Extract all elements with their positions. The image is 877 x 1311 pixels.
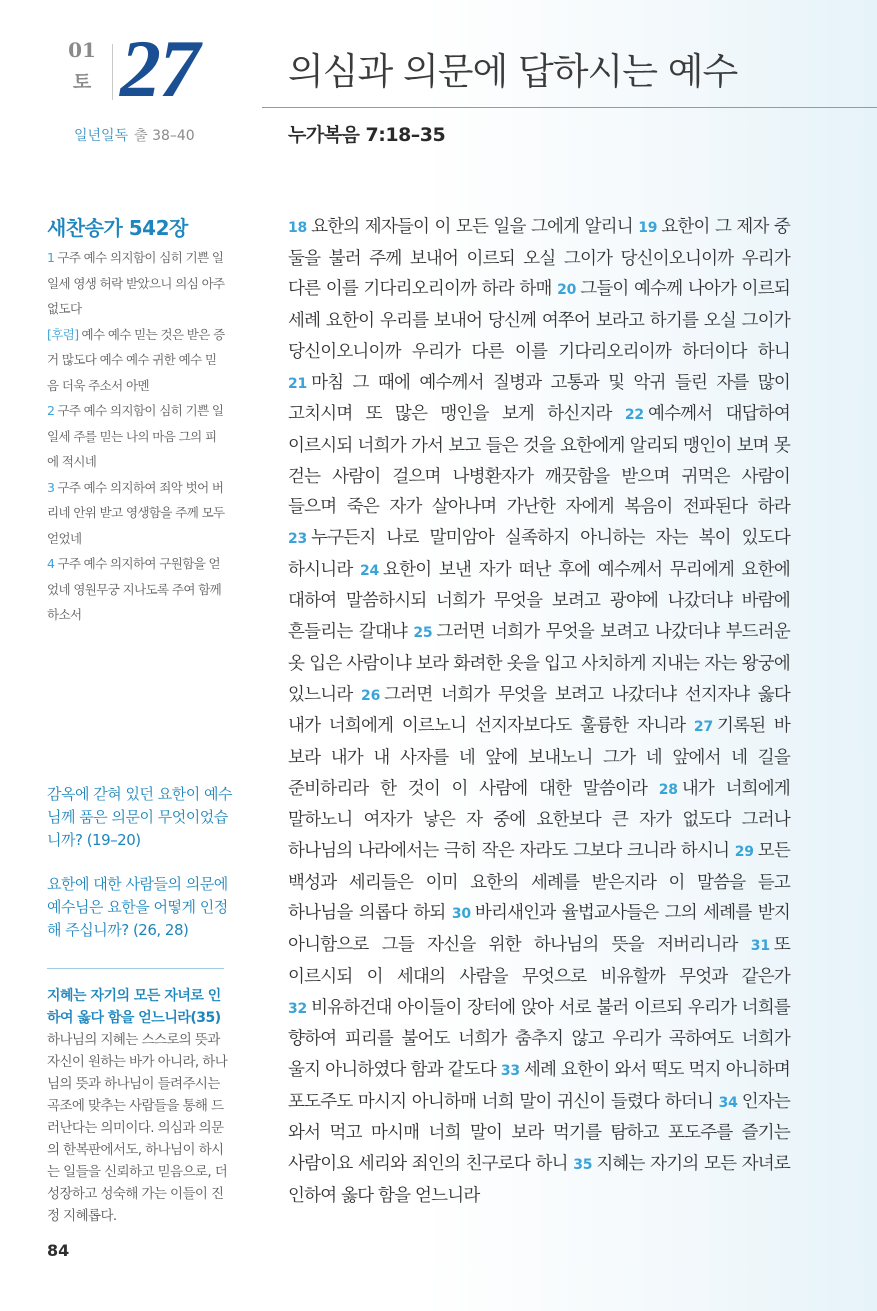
verse-number: 27: [693, 719, 713, 736]
yearly-reading-label: 일년일독: [74, 128, 129, 144]
hymn-verse: [47, 322, 227, 399]
hymn-verse-number: 2: [47, 403, 55, 418]
hymn-title: 새찬송가 542장: [47, 216, 188, 240]
verse-text: 기록된 바 보라 내가 내 사자를 네 앞에 보내노니 그가 네 앞에서 네 길을 준비하리라 한 것이 이 사람에 대한 말씀이라: [288, 716, 791, 799]
verse-text: 모든 백성과 세리들은 이미 요한의 세례를 받은지라 이 말씀을 듣고 하나님을 의롭다 하되: [288, 841, 790, 924]
verse-number: 34: [718, 1094, 738, 1111]
verse-text: 요한이 보낸 자가 떠난 후에 예수께서 무리에게 요한에 대하여 말씀하시되 너희가 무엇을 보려고 광야에 나갔더냐 바람에 흔들리는 갈대냐: [288, 559, 790, 643]
verse-number: 20: [557, 282, 577, 299]
question-2: 요한에 대한 사람들의 의문에 예수님은 요한을 어떻게 인정해 주십니까? (26, 28): [47, 875, 228, 939]
hymn-verse: [47, 398, 227, 475]
verse-text: 내가 너희에게 말하노니 여자가 낳은 자 중에 요한보다 큰 자가 없도다 그러나 하나님의 나라에서는 극히 작은 자라도 그보다 크니라 하시니: [288, 778, 790, 862]
yearly-reading-ref: 출 38–40: [134, 128, 195, 144]
hymn-verse-number: 1: [47, 250, 55, 265]
title-rule: [262, 107, 877, 108]
sidebar-divider: [47, 968, 224, 969]
verse-text: 그러면 너희가 무엇을 보려고 나갔더냐 선지자냐 옳다 내가 너희에게 이르노니 선지자보다도 훌륭한 자니라: [288, 684, 791, 737]
verse-number: 32: [288, 1000, 308, 1017]
hymn-verse-text: 구주 예수 의지하여 구원함을 얻었네 영원무궁 지나도록 주여 함께하소서: [47, 556, 222, 622]
verse-number: 31: [750, 938, 770, 955]
verse-number: 18: [288, 220, 308, 236]
verse-number: 28: [658, 781, 678, 798]
page-title: 의심과 의문에 답하시는 예수: [288, 50, 738, 93]
verse-number: 21: [288, 375, 308, 392]
verse-text: 그러면 너희가 무엇을 보려고 나갔더냐 부드러운 옷 입은 사람이냐 보라 화려한 옷을 입고 사치하게 지내는 자는 왕궁에 있느니라: [288, 622, 790, 705]
verse-text: 요한의 제자들이 이 모든 일을 그에게 알리니: [311, 217, 633, 237]
verse-number: 25: [413, 625, 433, 642]
verse-text: 바리새인과 율법교사들은 그의 세례를 받지 아니함으로 그들 자신을 위한 하나님의 뜻을 저버리니라: [288, 903, 790, 956]
page-number: 84: [47, 1241, 70, 1260]
date-divider: [112, 44, 113, 100]
passage-reference: 누가복음 7:18–35: [288, 124, 446, 146]
verse-text: 또 이르시되 이 세대의 사람을 무엇으로 비유할까 무엇과 같은가: [288, 935, 790, 987]
hymn-refrain-label: [후렴]: [47, 326, 79, 342]
verse-text: 지혜는 자기의 모든 자녀로 인하여 옳다 함을 얻느니라: [288, 1154, 791, 1206]
hymn-lyrics: [47, 245, 227, 628]
verse-number: 35: [573, 1157, 593, 1174]
verse-number: 30: [451, 906, 471, 923]
scripture-text: [288, 212, 790, 1212]
verse-text: 비유하건대 아이들이 장터에 앉아 서로 불러 이르되 우리가 너희를 향하여 피리를 불어도 너희가 춤추지 않고 우리가 곡하여도 너희가 울지 아니하였다 함과 같도다: [288, 997, 790, 1080]
wisdom-commentary: 하나님의 지혜는 스스로의 뜻과 자신이 원하는 바가 아니라, 하나님의 뜻과 하나님이 들려주시는 곡조에 맞추는 사람들을 통해 드러난다는 의미이다. 의심과 의문의 한복판에서도, 하나님이 하시는 일들을 신뢰하고 믿음으로, 더 성장하고 성숙해 가는 이들이 진정 지혜롭다.: [47, 1032, 228, 1224]
hymn-verse-number: 4: [47, 556, 55, 571]
day-number: 27: [120, 23, 198, 114]
hymn-verse: [47, 475, 227, 552]
verse-text: 예수께서 대답하여 이르시되 너희가 가서 보고 들은 것을 요한에게 알리되 맹인이 보며 못 걷는 사람이 걸으며 나병환자가 깨끗함을 받으며 귀먹은 사람이 들으며 죽은 자가 살아나며 가난한 자에게 복음이 전파된다 하라: [288, 404, 791, 518]
hymn-verse-text: 예수 예수 믿는 것은 받은 증거 많도다 예수 예수 귀한 예수 믿음 더욱 주소서 아멘: [47, 326, 225, 393]
verse-text: 누구든지 나로 말미암아 실족하지 아니하는 자는 복이 있도다 하시니라: [288, 528, 790, 580]
verse-text: 마침 그 때에 예수께서 질병과 고통과 및 악귀 들린 자를 많이 고치시며 또 많은 맹인을 보게 하신지라: [288, 372, 790, 425]
verse-number: 22: [624, 407, 644, 424]
verse-number: 23: [288, 531, 308, 548]
verse-text: 세례 요한이 와서 떡도 먹지 아니하며 포도주도 마시지 아니하매 너희 말이 귀신이 들렸다 하더니: [288, 1059, 791, 1112]
hymn-verse-number: 3: [47, 479, 55, 495]
month-number: 01: [68, 38, 96, 62]
yearly-reading: [74, 126, 195, 146]
verse: [288, 217, 633, 237]
verse-number: 29: [734, 844, 754, 861]
hymn-verse: [47, 245, 227, 322]
verse-text: 인자는 와서 먹고 마시매 너희 말이 보라 먹기를 탐하고 포도주를 즐기는 사람이요 세리와 죄인의 친구로다 하니: [288, 1091, 791, 1175]
hymn-verse-text: 구주 예수 의지함이 심히 기쁜 일일세 영생 허락 받았으니 의심 아주 없도다: [47, 250, 225, 316]
wisdom-heading: 지혜는 자기의 모든 자녀로 인하여 옳다 함을 얻느니라(35): [47, 988, 221, 1026]
verse-number: 26: [361, 687, 381, 704]
question-1: 감옥에 갇혀 있던 요한이 예수님께 품은 의문이 무엇이었습니까? (19–20): [47, 785, 232, 849]
hymn-verse-text: 구주 예수 의지하여 죄악 벗어 버리네 안위 받고 영생함을 주께 모두 얻었네: [47, 479, 225, 546]
verse-number: 19: [638, 220, 658, 236]
verse-number: 33: [500, 1062, 520, 1079]
verse-text: 그들이 예수께 나아가 이르되 세례 요한이 우리를 보내어 당신께 여쭈어 보라고 하기를 오실 그이가 당신이오니이까 우리가 다른 이를 기다리오리이까 하더이다 하니: [288, 279, 790, 362]
verse-text: 요한이 그 제자 중 둘을 불러 주께 보내어 이르되 오실 그이가 당신이오니이까 우리가 다른 이를 기다리오리이까 하라 하매: [288, 217, 790, 300]
hymn-verse: [47, 551, 227, 628]
verse-number: 24: [359, 562, 380, 579]
hymn-verse-text: 구주 예수 의지함이 심히 기쁜 일일세 주를 믿는 나의 마음 그의 피에 적시네: [47, 403, 224, 469]
weekday-label: 토: [72, 71, 92, 93]
